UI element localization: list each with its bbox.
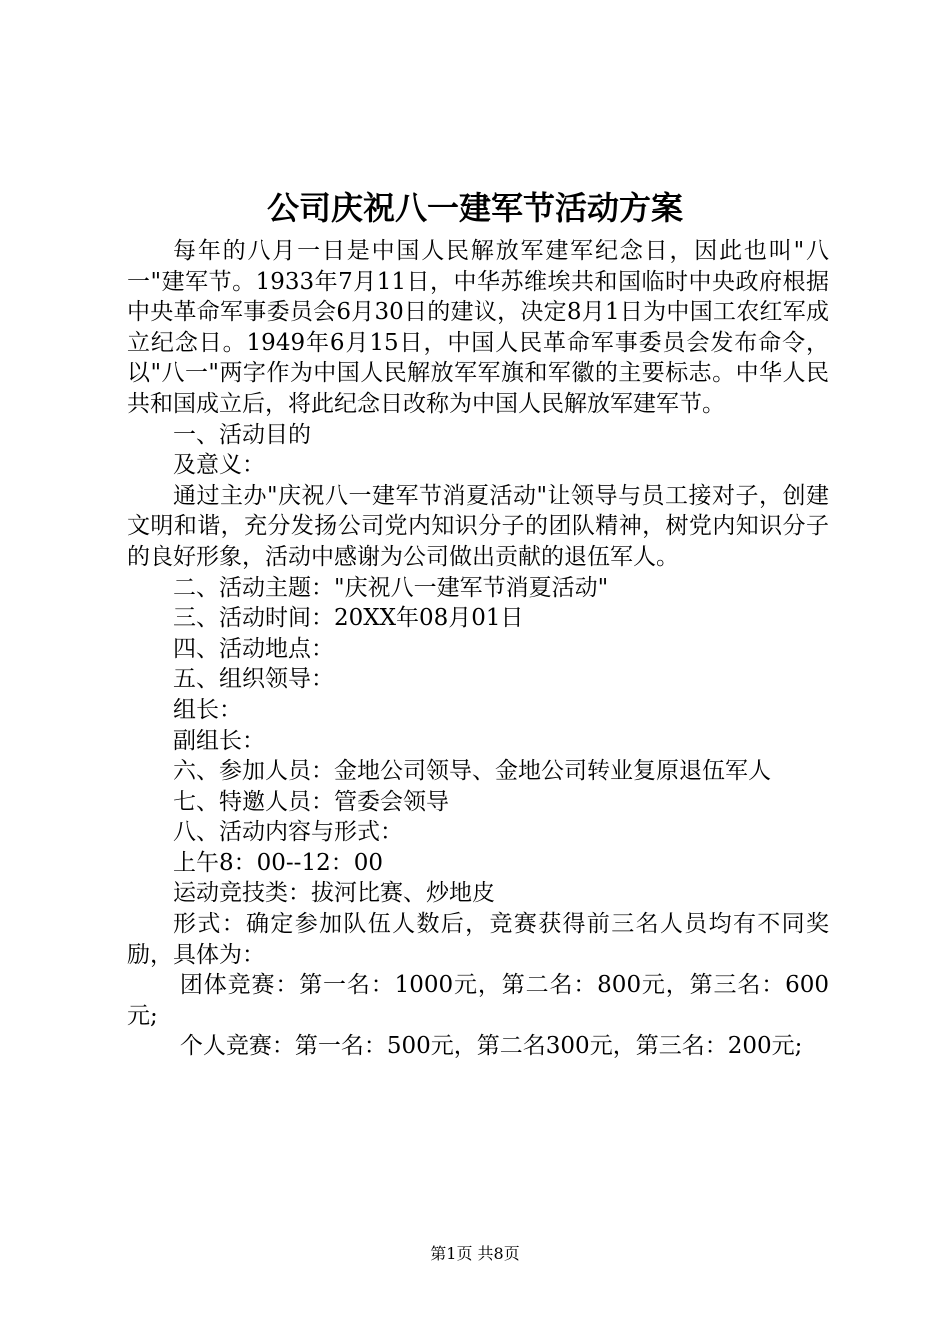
paragraph-intro: 每年的八月一日是中国人民解放军建军纪念日，因此也叫"八一"建军节。1933年7月11日，中华苏维埃共和国临时中央政府根据中央革命军事委员会6月30日的建议，决定8月1日为中国工农红军成立纪念日。1949年6月15日，中国人民革命军事委员会发布命令，以"八一"两字作为中国人民解放军军旗和军徽的主要标志。中华人民共和国成立后，将此纪念日改称为中国人民解放军建军节。 — [127, 238, 829, 417]
section-content: 八、活动内容与形式： — [173, 819, 403, 846]
paragraph-purpose: 通过主办"庆祝八一建军节消夏活动"让领导与员工接对子，创建文明和谐，充分发扬公司党内知识分子的团队精神，树党内知识分子的良好形象，活动中感谢为公司做出贡献的退伍军人。 — [127, 482, 829, 570]
section-theme: 二、活动主题："庆祝八一建军节消夏活动" — [173, 574, 609, 601]
line-team-prizes: 团体竞赛：第一名：1000元，第二名：800元，第三名：600元; — [127, 972, 829, 1029]
section-time: 三、活动时间：20XX年08月01日 — [173, 605, 524, 632]
line-sports: 运动竞技类：拔河比赛、炒地皮 — [173, 880, 495, 907]
document-title: 公司庆祝八一建军节活动方案 — [266, 189, 683, 227]
line-leader: 组长： — [173, 696, 242, 723]
line-individual-prizes: 个人竞赛：第一名：500元，第二名300元，第三名：200元; — [179, 1033, 803, 1060]
page-footer: 第1页 共8页 — [430, 1244, 520, 1263]
section-guests: 七、特邀人员：管委会领导 — [173, 788, 449, 815]
line-deputy-leader: 副组长： — [173, 727, 265, 754]
section-heading-purpose-cont: 及意义： — [173, 452, 265, 479]
section-participants: 六、参加人员：金地公司领导、金地公司转业复原退伍军人 — [173, 758, 771, 785]
section-organization: 五、组织领导： — [173, 666, 334, 693]
paragraph-format: 形式：确定参加队伍人数后，竞赛获得前三名人员均有不同奖励，具体为： — [127, 911, 829, 968]
section-location: 四、活动地点： — [173, 635, 334, 662]
line-morning-time: 上午8：00--12：00 — [173, 849, 383, 876]
document-body — [127, 236, 829, 1062]
section-heading-purpose: 一、活动目的 — [173, 421, 311, 448]
